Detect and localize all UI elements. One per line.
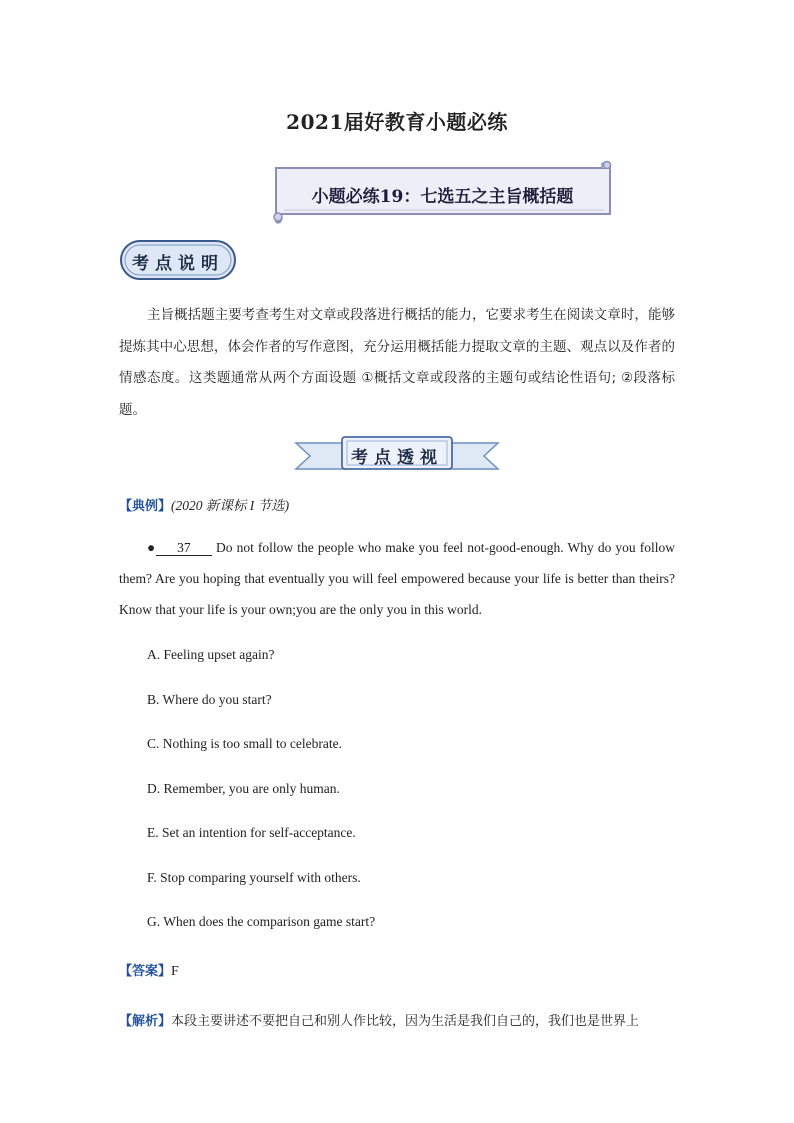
- example-header: [119, 494, 289, 514]
- option-c: C. Nothing is too small to celebrate.: [147, 736, 342, 751]
- question-text: Do not follow the people who make you feel not-good-enough. Why do you follow them? Are you hoping that eventually you will feel empowered because your life is better than theirs? Know that your life is your own;you are the only you in this world.: [119, 540, 676, 617]
- section-title-banner: [270, 160, 615, 224]
- answer-label: 【答案】: [119, 964, 172, 979]
- document-title: 2021届好教育小题必练: [286, 110, 508, 134]
- option-f: F. Stop comparing yourself with others.: [147, 870, 361, 885]
- option-g: G. When does the comparison game start?: [147, 914, 376, 929]
- answer-value: F: [171, 964, 179, 979]
- analysis-text: 本段主要讲述不要把自己和别人作比较，因为生活是我们自己的，我们也是世界上: [171, 1014, 640, 1029]
- section-ribbon-kaodian-toushi: [294, 433, 500, 475]
- answer-blank: 37: [156, 540, 212, 556]
- question-paragraph: [119, 532, 675, 625]
- badge-label: 考点说明: [132, 254, 224, 274]
- option-b: B. Where do you start?: [147, 692, 272, 707]
- section-title: 小题必练19：七选五之主旨概括题: [311, 187, 574, 207]
- analysis-row: [119, 1006, 679, 1037]
- section-badge-kaodian-shuoming: [119, 239, 237, 281]
- intro-paragraph: 主旨概括题主要考查考生对文章或段落进行概括的能力，它要求考生在阅读文章时，能够提炼其中心思想，体会作者的写作意图，充分运用概括能力提取文章的主题、观点以及作者的情感态度。这类题通常从两个方面设题 ①概括文章或段落的主题句或结论性语句; ②段落标题。: [119, 307, 675, 418]
- ribbon-label: 考点透视: [351, 448, 443, 468]
- example-source: (2020 新课标 I 节选): [171, 498, 290, 513]
- example-label: 【典例】: [119, 499, 172, 514]
- option-a: A. Feeling upset again?: [147, 647, 275, 662]
- analysis-label: 【解析】: [119, 1014, 172, 1029]
- bullet-icon: ●: [147, 540, 156, 555]
- option-d: D. Remember, you are only human.: [147, 781, 340, 796]
- answer-row: [119, 960, 179, 980]
- option-e: E. Set an intention for self-acceptance.: [147, 825, 356, 840]
